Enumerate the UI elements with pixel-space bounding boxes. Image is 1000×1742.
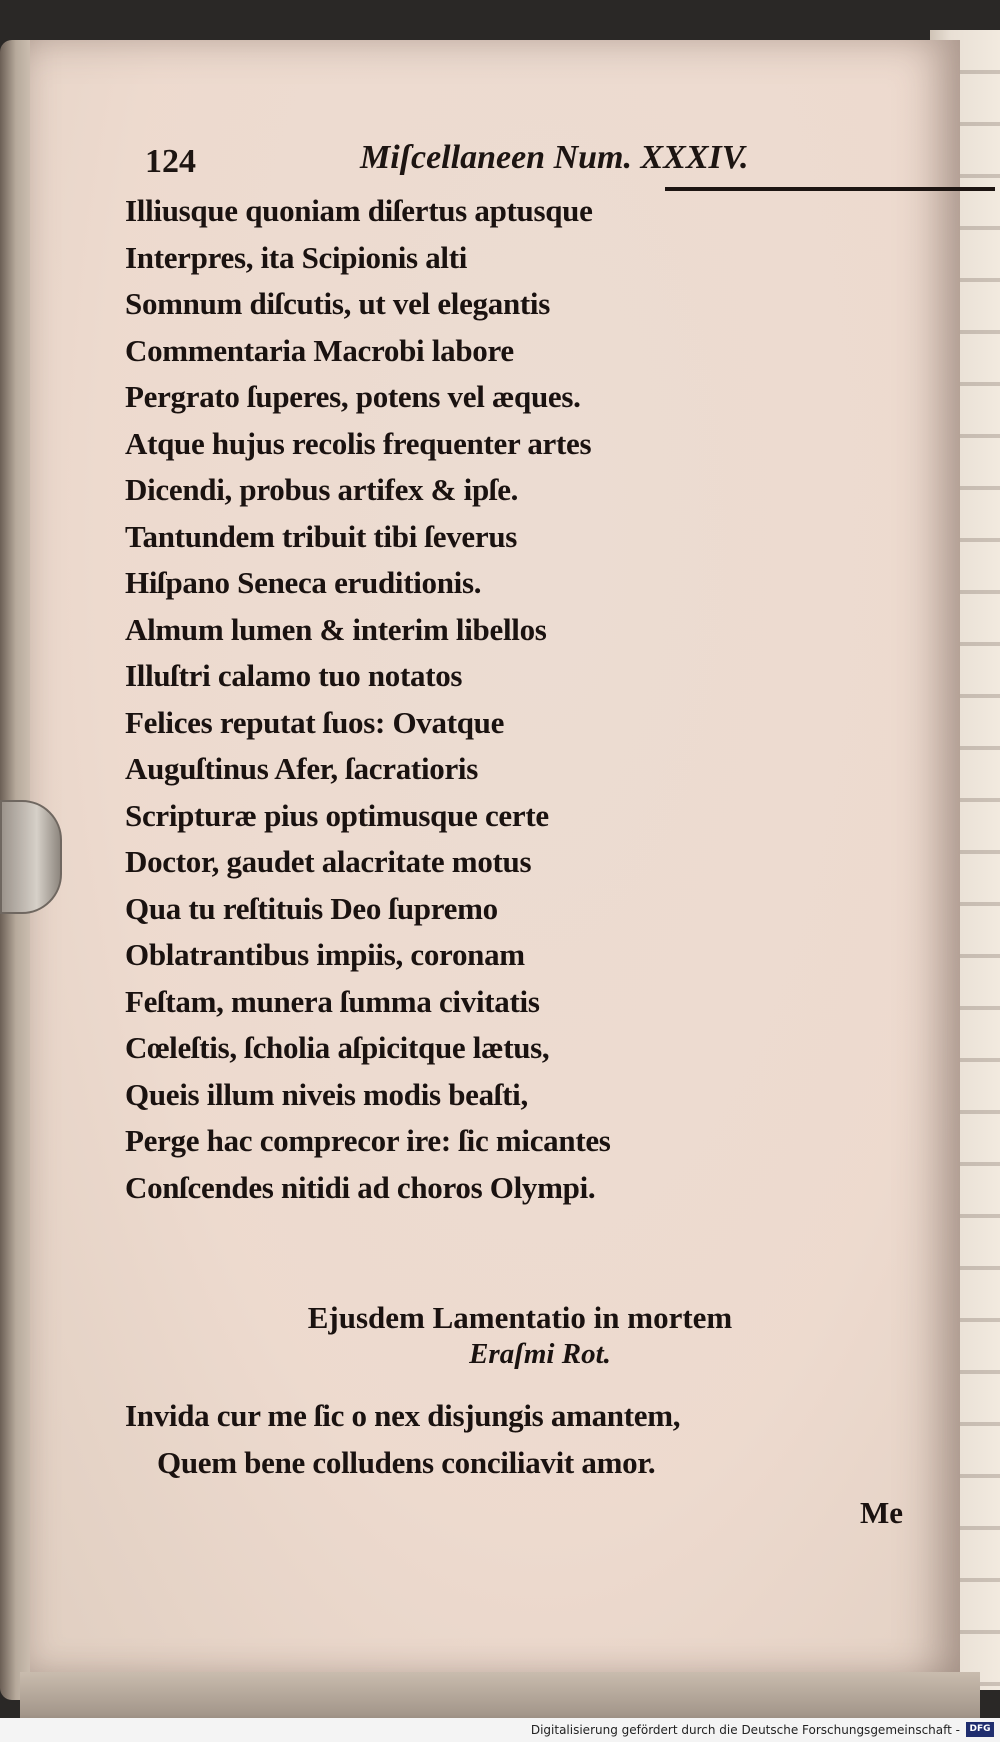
poem-line: Tantundem tribuit tibi ſeverus (125, 518, 518, 554)
poem-line: Qua tu reſtituis Deo ſupremo (125, 890, 498, 926)
poem-line: Commentaria Macrobi labore (125, 332, 514, 368)
poem-line: Scripturæ pius optimusque certe (125, 797, 549, 833)
poem-line: Pergrato ſuperes, potens vel æques. (125, 379, 581, 414)
page-number: 124 (145, 143, 196, 180)
poem-line: Interpres, ita Scipionis alti (125, 239, 468, 275)
poem-line: Cœleſtis, ſcholia aſpicitque lætus, (125, 1030, 550, 1065)
epigram-line: Invida cur me ſic o nex disjungis amantem, (125, 1398, 681, 1433)
poem-line: Dicendi, probus artifex & ipſe. (125, 472, 519, 507)
poem-line: Auguſtinus Afer, ſacratioris (125, 751, 478, 786)
poem-line: Hiſpano Seneca eruditionis. (125, 565, 482, 600)
epigram-text (125, 1392, 845, 1486)
poem-line: Conſcendes nitidi ad choros Olympi. (125, 1169, 596, 1205)
footer-credit: Digitalisierung gefördert durch die Deutsche Forschungsgemeinschaft - (530, 1723, 960, 1737)
book-page (30, 40, 960, 1690)
poem-line: Perge hac comprecor ire: ſic micantes (125, 1123, 611, 1158)
poem-line: Atque hujus recolis frequenter artes (125, 425, 592, 461)
poem-line: Queis illum niveis modis beaſti, (125, 1076, 528, 1112)
section-title-line: Ejusdem Lamentatio in mortem (307, 1300, 733, 1335)
section-title (260, 1300, 780, 1372)
digitization-footer (0, 1718, 1000, 1742)
poem-line: Oblatrantibus impiis, coronam (125, 937, 525, 972)
poem-line: Illuſtri calamo tuo notatos (125, 658, 463, 693)
poem-text (125, 188, 825, 1211)
catchword: Me (860, 1495, 904, 1530)
poem-line: Felices reputat ſuos: Ovatque (125, 704, 505, 740)
poem-line: Feſtam, munera ſumma civitatis (125, 983, 540, 1019)
epigram-line: Quem bene colludens conciliavit amor. (157, 1445, 656, 1480)
poem-line: Somnum diſcutis, ut vel elegantis (125, 286, 550, 321)
poem-line: Illiusque quoniam diſertus aptusque (125, 193, 593, 228)
poem-line: Doctor, gaudet alacritate motus (125, 844, 532, 879)
section-title-subline: Eraſmi Rot. (469, 1338, 611, 1370)
poem-line: Almum lumen & interim libellos (125, 611, 547, 647)
dfg-logo-icon: DFG (966, 1722, 994, 1737)
running-head: Miſcellaneen Num. XXXIV. (360, 139, 749, 176)
page-header (145, 135, 915, 185)
book-clasp (0, 800, 62, 914)
